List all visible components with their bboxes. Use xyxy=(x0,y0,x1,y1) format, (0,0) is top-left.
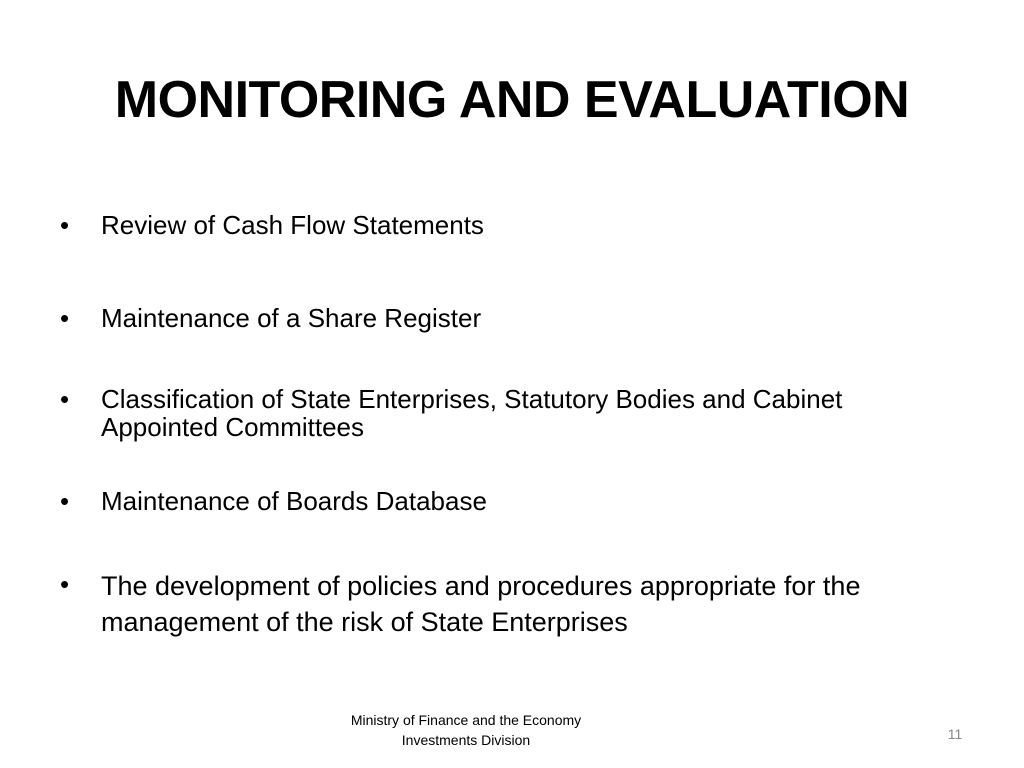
bullet-marker: • xyxy=(60,210,70,240)
page-number: 11 xyxy=(947,726,963,742)
bullet-marker: • xyxy=(60,303,70,333)
slide-title: MONITORING AND EVALUATION xyxy=(114,71,910,129)
bullet-text: Classification of State Enterprises, Statutory Bodies and Cabinet Appointed Committees xyxy=(101,384,843,442)
footer-ministry: Ministry of Finance and the Economy xyxy=(350,712,582,728)
bullet-marker: • xyxy=(60,384,70,414)
footer-division: Investments Division xyxy=(401,732,531,748)
bullet-text: The development of policies and procedures appropriate for the management of the risk of State Enterprises xyxy=(101,571,861,637)
bullet-marker: • xyxy=(60,569,70,599)
bullet-text: Maintenance of Boards Database xyxy=(101,486,487,516)
bullet-text: Review of Cash Flow Statements xyxy=(101,210,484,240)
bullet-marker: • xyxy=(60,486,70,516)
slide-footer xyxy=(316,710,616,750)
bullet-text: Maintenance of a Share Register xyxy=(101,303,482,333)
